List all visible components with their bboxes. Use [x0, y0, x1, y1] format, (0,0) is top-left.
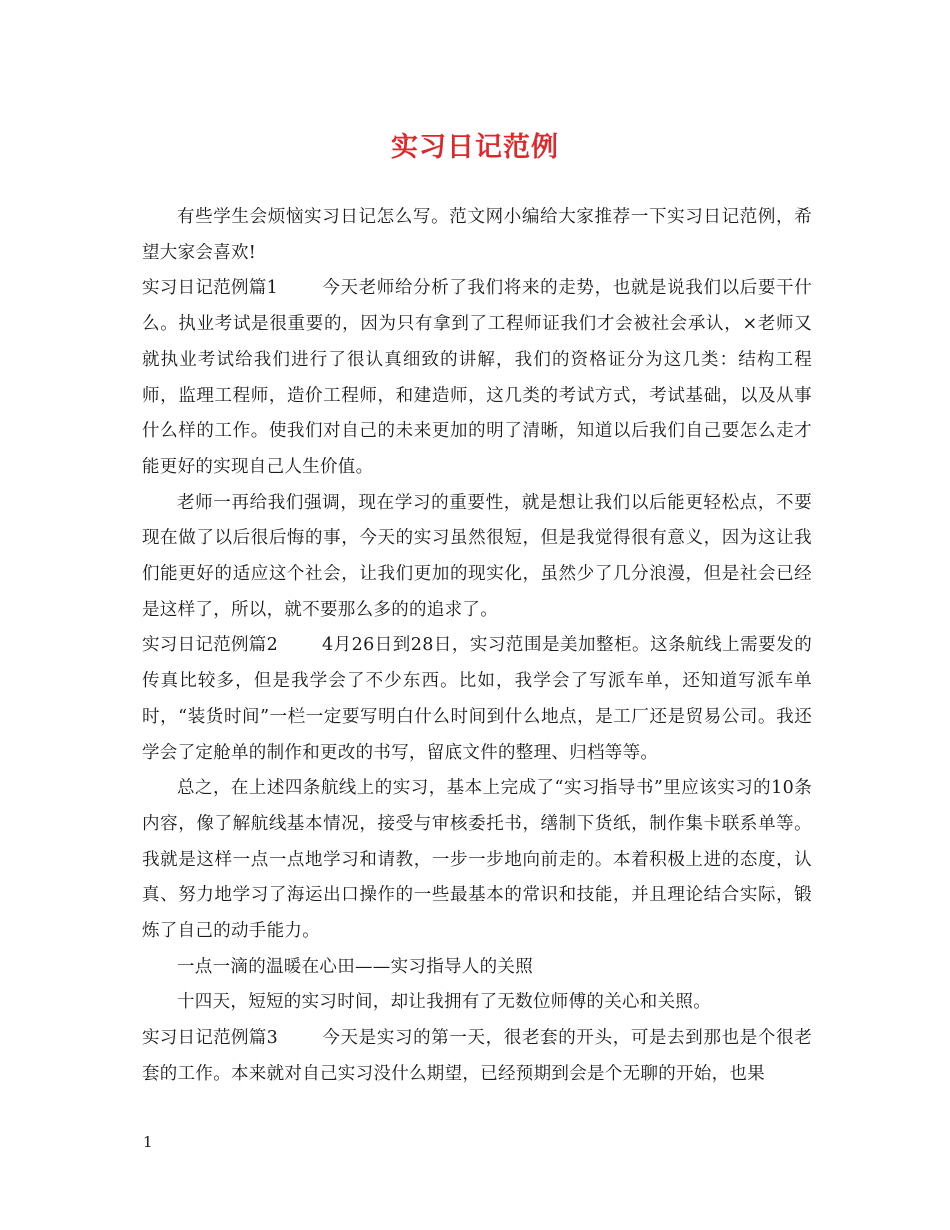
paragraph-text: 一点一滴的温暖在心田——实习指导人的关照: [177, 956, 533, 977]
paragraph: [142, 628, 812, 771]
paragraph-text: 有些学生会烦恼实习日记怎么写。范文网小编给大家推荐一下实习日记范例，希望大家会喜欢!: [142, 207, 812, 263]
paragraph: [142, 486, 812, 629]
section-label: 实习日记范例篇1: [142, 278, 279, 299]
paragraph: [142, 1021, 812, 1092]
paragraph-text: 今天是实习的第一天，很老套的开头，可是去到那也是个很老套的工作。本来就对自己实习没什么期望，已经预期到会是个无聊的开始，也果: [142, 1028, 812, 1084]
section-label: 实习日记范例篇2: [142, 635, 279, 656]
section-label: 实习日记范例篇3: [142, 1028, 279, 1049]
paragraph-text: 4月26日到28日，实习范围是美加整柜。这条航线上需要发的传真比较多，但是我学会了不少东西。比如，我学会了写派车单，还知道写派车单时，“装货时间”一栏一定要写明白什么时间到什么地点，是工厂还是贸易公司。我还学会了定舱单的制作和更改的书写，留底文件的整理、归档等等。: [142, 635, 812, 763]
document-body: [142, 200, 812, 1093]
paragraph-text: 总之，在上述四条航线上的实习，基本上完成了“实习指导书”里应该实习的10条内容，像了解航线基本情况，接受与审核委托书，缮制下货纸，制作集卡联系单等。我就是这样一点一点地学习和请教，一步一步地向前走的。本着积极上进的态度，认真、努力地学习了海运出口操作的一些最基本的常识和技能，并且理论结合实际，锻炼了自己的动手能力。: [142, 778, 812, 942]
paragraph: [142, 985, 812, 1021]
document-title: 实习日记范例: [391, 132, 559, 163]
paragraph: [142, 771, 812, 950]
paragraph: [142, 271, 812, 485]
paragraph-text: 老师一再给我们强调，现在学习的重要性，就是想让我们以后能更轻松点，不要现在做了以后很后悔的事，今天的实习虽然很短，但是我觉得很有意义，因为这让我们能更好的适应这个社会，让我们更加的现实化，虽然少了几分浪漫，但是社会已经是这样了，所以，就不要那么多的的追求了。: [142, 492, 812, 620]
page-number: 1: [143, 1133, 153, 1151]
paragraph-text: 十四天，短短的实习时间，却让我拥有了无数位师傅的关心和关照。: [177, 992, 711, 1013]
paragraph: [142, 200, 812, 271]
paragraph-text: 今天老师给分析了我们将来的走势，也就是说我们以后要干什么。执业考试是很重要的，因为只有拿到了工程师证我们才会被社会承认，×老师又就执业考试给我们进行了很认真细致的讲解，我们的资格证分为这几类：结构工程师，监理工程师，造价工程师，和建造师，这几类的考试方式，考试基础，以及从事什么样的工作。使我们对自己的未来更加的明了清晰，知道以后我们自己要怎么走才能更好的实现自己人生价值。: [142, 278, 812, 477]
paragraph: [142, 950, 812, 986]
